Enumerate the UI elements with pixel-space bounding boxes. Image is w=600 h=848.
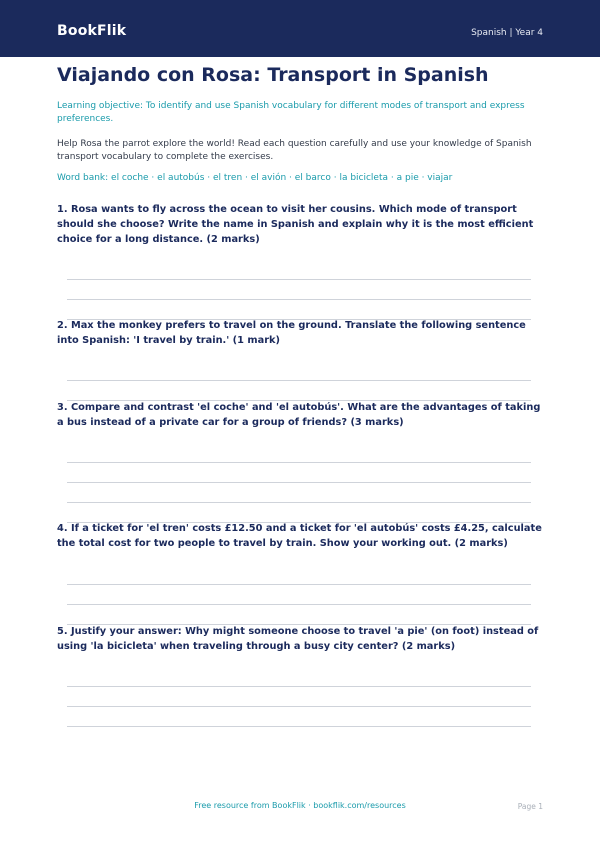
answer-line[interactable] [67, 502, 531, 503]
word-bank: Word bank: el coche · el autobús · el tren · el avión · el barco · la bicicleta · a pie · viajar [57, 173, 453, 183]
learning-objective: Learning objective: To identify and use Spanish vocabulary for different modes of transport and express preferences. [57, 101, 525, 124]
answer-line[interactable] [67, 706, 531, 707]
question-2: 2. Max the monkey prefers to travel on the ground. Translate the following sentence into Spanish: 'I travel by train.' (1 mark) [57, 320, 526, 346]
brand-logo[interactable]: BookFlik [57, 23, 127, 39]
subject-year-label: Spanish | Year 4 [471, 28, 543, 38]
answer-line[interactable] [67, 482, 531, 483]
answer-line[interactable] [67, 380, 531, 381]
answer-line[interactable] [67, 584, 531, 585]
footer-credit[interactable]: Free resource from BookFlik · bookflik.com/resources [194, 801, 406, 810]
question-5: 5. Justify your answer: Why might someone choose to travel 'a pie' (on foot) instead of using 'la bicicleta' when traveling through a busy city center? (2 marks) [57, 626, 539, 652]
answer-line[interactable] [67, 299, 531, 300]
page-header [0, 0, 600, 57]
answer-line[interactable] [67, 604, 531, 605]
worksheet-title: Viajando con Rosa: Transport in Spanish [57, 64, 489, 86]
answer-line[interactable] [67, 726, 531, 727]
intro-text: Help Rosa the parrot explore the world! Read each question carefully and use your knowledge of Spanish transport vocabulary to complete the exercises. [57, 139, 532, 162]
question-3: 3. Compare and contrast 'el coche' and 'el autobús'. What are the advantages of taking a bus instead of a private car for a group of friends? (3 marks) [57, 402, 541, 428]
question-4: 4. If a ticket for 'el tren' costs £12.50 and a ticket for 'el autobús' costs £4.25, calculate the total cost for two people to travel by train. Show your working out. (2 marks) [57, 523, 542, 549]
page-number: Page 1 [517, 802, 543, 811]
answer-line[interactable] [67, 686, 531, 687]
answer-line[interactable] [67, 462, 531, 463]
answer-line[interactable] [67, 279, 531, 280]
question-1: 1. Rosa wants to fly across the ocean to visit her cousins. Which mode of transport should she choose? Write the name in Spanish and explain why it is the most efficient choice for a long distance. (2 marks) [57, 204, 534, 245]
